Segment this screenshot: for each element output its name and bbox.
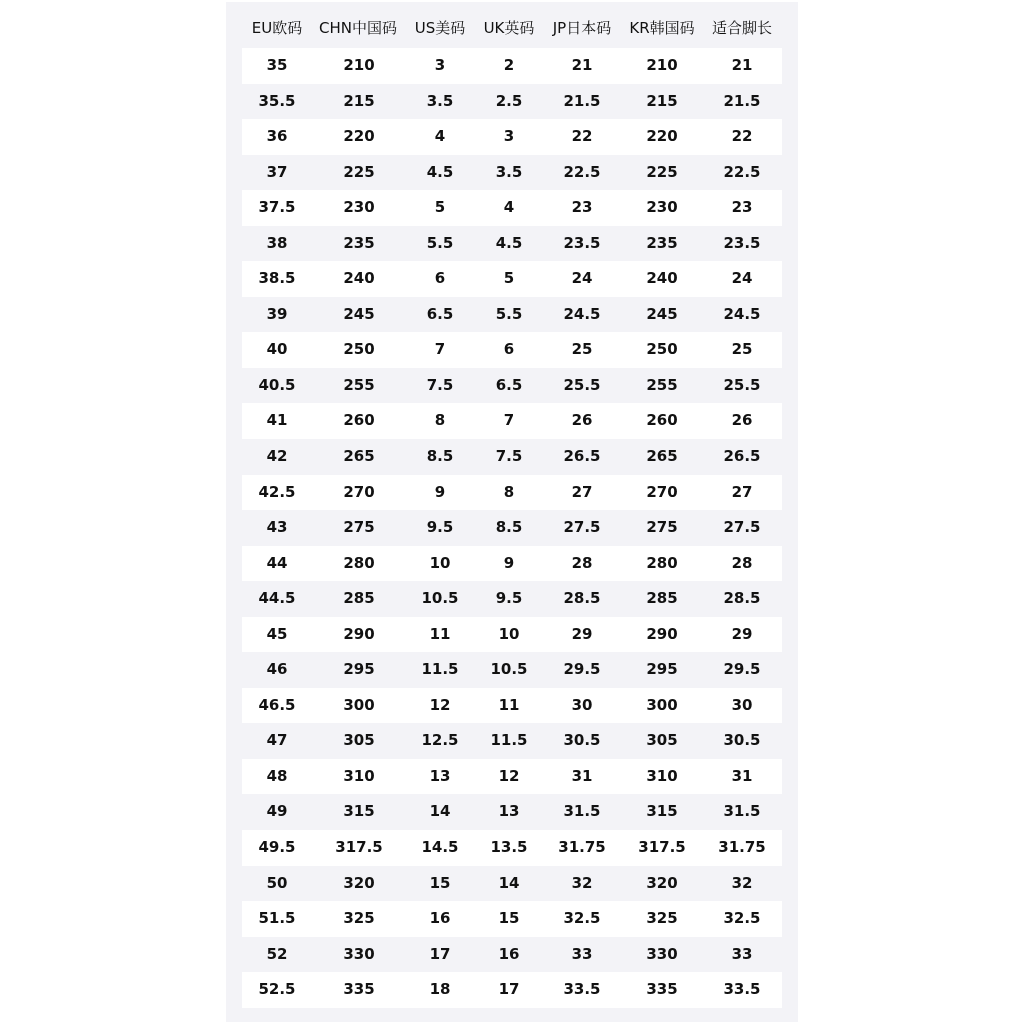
cell-foot-length: 23 xyxy=(731,198,753,217)
cell-uk: 8.5 xyxy=(495,518,523,537)
cell-us: 4 xyxy=(434,127,446,146)
cell-foot-length: 30.5 xyxy=(723,731,761,750)
header-eu: EU欧码 xyxy=(251,19,303,37)
size-chart-panel xyxy=(226,2,798,1022)
cell-foot-length: 25.5 xyxy=(723,375,761,394)
table-row xyxy=(242,759,782,795)
cell-us: 12 xyxy=(429,695,451,714)
cell-kr: 310 xyxy=(646,766,678,785)
cell-chn: 285 xyxy=(343,589,375,608)
cell-eu: 35 xyxy=(266,56,288,74)
cell-foot-length: 28.5 xyxy=(723,589,761,608)
cell-uk: 9 xyxy=(503,553,515,572)
cell-us: 7.5 xyxy=(426,375,454,394)
cell-eu: 44 xyxy=(266,553,288,572)
cell-kr: 245 xyxy=(646,304,678,323)
cell-uk: 7.5 xyxy=(495,447,523,466)
table-row xyxy=(242,652,782,688)
cell-us: 14 xyxy=(429,802,451,821)
cell-chn: 335 xyxy=(343,980,375,999)
cell-foot-length: 29 xyxy=(731,624,753,643)
table-row xyxy=(242,119,782,155)
header-uk: UK英码 xyxy=(483,19,535,37)
cell-kr: 265 xyxy=(646,447,678,466)
cell-kr: 325 xyxy=(646,909,678,928)
header-foot-length: 适合脚长 xyxy=(711,19,772,37)
cell-chn: 295 xyxy=(343,660,375,679)
cell-us: 12.5 xyxy=(421,731,459,750)
cell-us: 17 xyxy=(429,944,451,963)
cell-us: 9.5 xyxy=(426,518,454,537)
cell-jp: 24 xyxy=(571,269,593,288)
cell-kr: 315 xyxy=(646,802,678,821)
cell-kr: 230 xyxy=(646,198,678,217)
table-row xyxy=(242,830,782,866)
cell-uk: 14 xyxy=(498,873,520,892)
cell-uk: 6 xyxy=(503,340,515,359)
cell-kr: 285 xyxy=(646,589,678,608)
cell-uk: 13.5 xyxy=(490,838,528,857)
cell-kr: 235 xyxy=(646,233,678,252)
cell-uk: 2.5 xyxy=(495,91,523,110)
cell-jp: 28.5 xyxy=(563,589,601,608)
table-row xyxy=(242,617,782,653)
cell-kr: 330 xyxy=(646,944,678,963)
cell-uk: 4.5 xyxy=(495,233,523,252)
cell-us: 8.5 xyxy=(426,447,454,466)
cell-uk: 9.5 xyxy=(495,589,523,608)
table-row xyxy=(242,475,782,511)
cell-jp: 21.5 xyxy=(563,91,601,110)
header-jp: JP日本码 xyxy=(552,19,612,37)
cell-us: 10 xyxy=(429,553,451,572)
table-row xyxy=(242,546,782,582)
cell-foot-length: 22.5 xyxy=(723,162,761,181)
cell-eu: 40.5 xyxy=(258,375,296,394)
cell-uk: 10.5 xyxy=(490,660,528,679)
cell-eu: 52.5 xyxy=(258,980,296,999)
cell-us: 10.5 xyxy=(421,589,459,608)
cell-foot-length: 33.5 xyxy=(723,980,761,999)
cell-us: 4.5 xyxy=(426,162,454,181)
cell-kr: 320 xyxy=(646,873,678,892)
cell-kr: 290 xyxy=(646,624,678,643)
cell-eu: 46 xyxy=(266,660,288,679)
table-row xyxy=(242,439,782,475)
size-chart-header xyxy=(226,2,798,50)
cell-chn: 305 xyxy=(343,731,375,750)
cell-kr: 210 xyxy=(646,56,678,74)
cell-chn: 280 xyxy=(343,553,375,572)
cell-kr: 225 xyxy=(646,162,678,181)
cell-uk: 17 xyxy=(498,980,520,999)
cell-uk: 8 xyxy=(503,482,515,501)
cell-jp: 29 xyxy=(571,624,593,643)
cell-kr: 220 xyxy=(646,127,678,146)
cell-uk: 4 xyxy=(503,198,515,217)
cell-chn: 320 xyxy=(343,873,375,892)
table-row xyxy=(242,688,782,724)
cell-eu: 38 xyxy=(266,233,288,252)
cell-foot-length: 33 xyxy=(731,944,753,963)
cell-eu: 49.5 xyxy=(258,838,296,857)
cell-jp: 25.5 xyxy=(563,375,601,394)
cell-eu: 37 xyxy=(266,162,288,181)
cell-us: 11 xyxy=(429,624,451,643)
cell-jp: 33.5 xyxy=(563,980,601,999)
table-row xyxy=(242,972,782,1008)
cell-jp: 23 xyxy=(571,198,593,217)
cell-jp: 21 xyxy=(571,56,593,74)
cell-jp: 26.5 xyxy=(563,447,601,466)
cell-jp: 22.5 xyxy=(563,162,601,181)
cell-foot-length: 26.5 xyxy=(723,447,761,466)
cell-jp: 31.5 xyxy=(563,802,601,821)
cell-us: 18 xyxy=(429,980,451,999)
cell-uk: 7 xyxy=(503,411,515,430)
cell-uk: 10 xyxy=(498,624,520,643)
cell-foot-length: 30 xyxy=(731,695,753,714)
cell-eu: 46.5 xyxy=(258,695,296,714)
cell-jp: 26 xyxy=(571,411,593,430)
cell-uk: 5.5 xyxy=(495,304,523,323)
cell-foot-length: 31 xyxy=(731,766,753,785)
cell-eu: 45 xyxy=(266,624,288,643)
cell-uk: 3.5 xyxy=(495,162,523,181)
cell-foot-length: 24 xyxy=(731,269,753,288)
cell-chn: 310 xyxy=(343,766,375,785)
cell-uk: 5 xyxy=(503,269,515,288)
cell-uk: 6.5 xyxy=(495,375,523,394)
cell-foot-length: 26 xyxy=(731,411,753,430)
cell-foot-length: 22 xyxy=(731,127,753,146)
cell-kr: 250 xyxy=(646,340,678,359)
cell-us: 13 xyxy=(429,766,451,785)
cell-jp: 27 xyxy=(571,482,593,501)
cell-chn: 330 xyxy=(343,944,375,963)
table-row xyxy=(242,368,782,404)
header-us: US美码 xyxy=(414,19,466,37)
cell-kr: 215 xyxy=(646,91,678,110)
cell-chn: 250 xyxy=(343,340,375,359)
header-chn: CHN中国码 xyxy=(319,19,397,37)
cell-us: 6 xyxy=(434,269,446,288)
cell-eu: 48 xyxy=(266,766,288,785)
cell-uk: 11.5 xyxy=(490,731,528,750)
cell-chn: 220 xyxy=(343,127,375,146)
cell-kr: 295 xyxy=(646,660,678,679)
table-row xyxy=(242,190,782,226)
cell-foot-length: 21.5 xyxy=(723,91,761,110)
cell-jp: 25 xyxy=(571,340,593,359)
cell-eu: 49 xyxy=(266,802,288,821)
cell-chn: 265 xyxy=(343,447,375,466)
cell-chn: 215 xyxy=(343,91,375,110)
cell-kr: 260 xyxy=(646,411,678,430)
table-row xyxy=(242,84,782,120)
cell-foot-length: 24.5 xyxy=(723,304,761,323)
cell-us: 8 xyxy=(434,411,446,430)
cell-chn: 275 xyxy=(343,518,375,537)
cell-foot-length: 25 xyxy=(731,340,753,359)
table-row xyxy=(242,937,782,973)
cell-us: 16 xyxy=(429,909,451,928)
table-row xyxy=(242,297,782,333)
cell-us: 14.5 xyxy=(421,838,459,857)
cell-kr: 280 xyxy=(646,553,678,572)
cell-uk: 3 xyxy=(503,127,515,146)
cell-chn: 260 xyxy=(343,411,375,430)
table-row xyxy=(242,510,782,546)
table-row xyxy=(242,794,782,830)
cell-kr: 270 xyxy=(646,482,678,501)
table-row xyxy=(242,901,782,937)
cell-jp: 24.5 xyxy=(563,304,601,323)
cell-eu: 39 xyxy=(266,304,288,323)
cell-foot-length: 28 xyxy=(731,553,753,572)
table-row xyxy=(242,155,782,191)
cell-uk: 16 xyxy=(498,944,520,963)
cell-chn: 225 xyxy=(343,162,375,181)
cell-chn: 300 xyxy=(343,695,375,714)
cell-uk: 15 xyxy=(498,909,520,928)
cell-kr: 275 xyxy=(646,518,678,537)
cell-eu: 42.5 xyxy=(258,482,296,501)
cell-uk: 13 xyxy=(498,802,520,821)
cell-eu: 36 xyxy=(266,127,288,146)
cell-jp: 32.5 xyxy=(563,909,601,928)
cell-foot-length: 29.5 xyxy=(723,660,761,679)
cell-us: 9 xyxy=(434,482,446,501)
cell-eu: 35.5 xyxy=(258,91,296,110)
cell-foot-length: 32.5 xyxy=(723,909,761,928)
table-row xyxy=(242,403,782,439)
table-row xyxy=(242,723,782,759)
cell-chn: 245 xyxy=(343,304,375,323)
cell-us: 6.5 xyxy=(426,304,454,323)
cell-uk: 2 xyxy=(503,56,515,74)
table-row xyxy=(242,261,782,297)
cell-eu: 41 xyxy=(266,411,288,430)
header-kr: KR韩国码 xyxy=(629,19,695,37)
cell-foot-length: 21 xyxy=(731,56,753,74)
cell-foot-length: 23.5 xyxy=(723,233,761,252)
cell-foot-length: 32 xyxy=(731,873,753,892)
table-row xyxy=(242,48,782,84)
cell-eu: 40 xyxy=(266,340,288,359)
cell-chn: 240 xyxy=(343,269,375,288)
cell-eu: 37.5 xyxy=(258,198,296,217)
cell-us: 15 xyxy=(429,873,451,892)
cell-chn: 255 xyxy=(343,375,375,394)
cell-uk: 12 xyxy=(498,766,520,785)
cell-eu: 50 xyxy=(266,873,288,892)
table-row xyxy=(242,581,782,617)
cell-uk: 11 xyxy=(498,695,520,714)
cell-eu: 42 xyxy=(266,447,288,466)
cell-jp: 27.5 xyxy=(563,518,601,537)
cell-us: 7 xyxy=(434,340,446,359)
cell-chn: 235 xyxy=(343,233,375,252)
cell-jp: 23.5 xyxy=(563,233,601,252)
cell-jp: 30.5 xyxy=(563,731,601,750)
table-row xyxy=(242,332,782,368)
cell-us: 3 xyxy=(434,56,446,74)
cell-kr: 305 xyxy=(646,731,678,750)
cell-us: 5.5 xyxy=(426,233,454,252)
table-row xyxy=(242,226,782,262)
cell-us: 5 xyxy=(434,198,446,217)
cell-kr: 335 xyxy=(646,980,678,999)
cell-chn: 270 xyxy=(343,482,375,501)
cell-eu: 43 xyxy=(266,518,288,537)
cell-jp: 31.75 xyxy=(558,838,606,857)
cell-us: 3.5 xyxy=(426,91,454,110)
cell-chn: 325 xyxy=(343,909,375,928)
cell-eu: 51.5 xyxy=(258,909,296,928)
cell-eu: 47 xyxy=(266,731,288,750)
cell-kr: 255 xyxy=(646,375,678,394)
cell-chn: 210 xyxy=(343,56,375,74)
cell-eu: 44.5 xyxy=(258,589,296,608)
cell-foot-length: 31.75 xyxy=(718,838,766,857)
cell-jp: 28 xyxy=(571,553,593,572)
cell-jp: 33 xyxy=(571,944,593,963)
cell-kr: 300 xyxy=(646,695,678,714)
cell-eu: 52 xyxy=(266,944,288,963)
cell-chn: 315 xyxy=(343,802,375,821)
cell-kr: 240 xyxy=(646,269,678,288)
cell-chn: 230 xyxy=(343,198,375,217)
cell-eu: 38.5 xyxy=(258,269,296,288)
cell-jp: 31 xyxy=(571,766,593,785)
size-chart-body xyxy=(242,48,782,1008)
cell-jp: 30 xyxy=(571,695,593,714)
cell-foot-length: 27.5 xyxy=(723,518,761,537)
cell-chn: 290 xyxy=(343,624,375,643)
cell-foot-length: 27 xyxy=(731,482,753,501)
cell-us: 11.5 xyxy=(421,660,459,679)
cell-kr: 317.5 xyxy=(638,838,686,857)
cell-jp: 32 xyxy=(571,873,593,892)
cell-jp: 22 xyxy=(571,127,593,146)
cell-chn: 317.5 xyxy=(335,838,383,857)
cell-foot-length: 31.5 xyxy=(723,802,761,821)
table-row xyxy=(242,866,782,902)
cell-jp: 29.5 xyxy=(563,660,601,679)
